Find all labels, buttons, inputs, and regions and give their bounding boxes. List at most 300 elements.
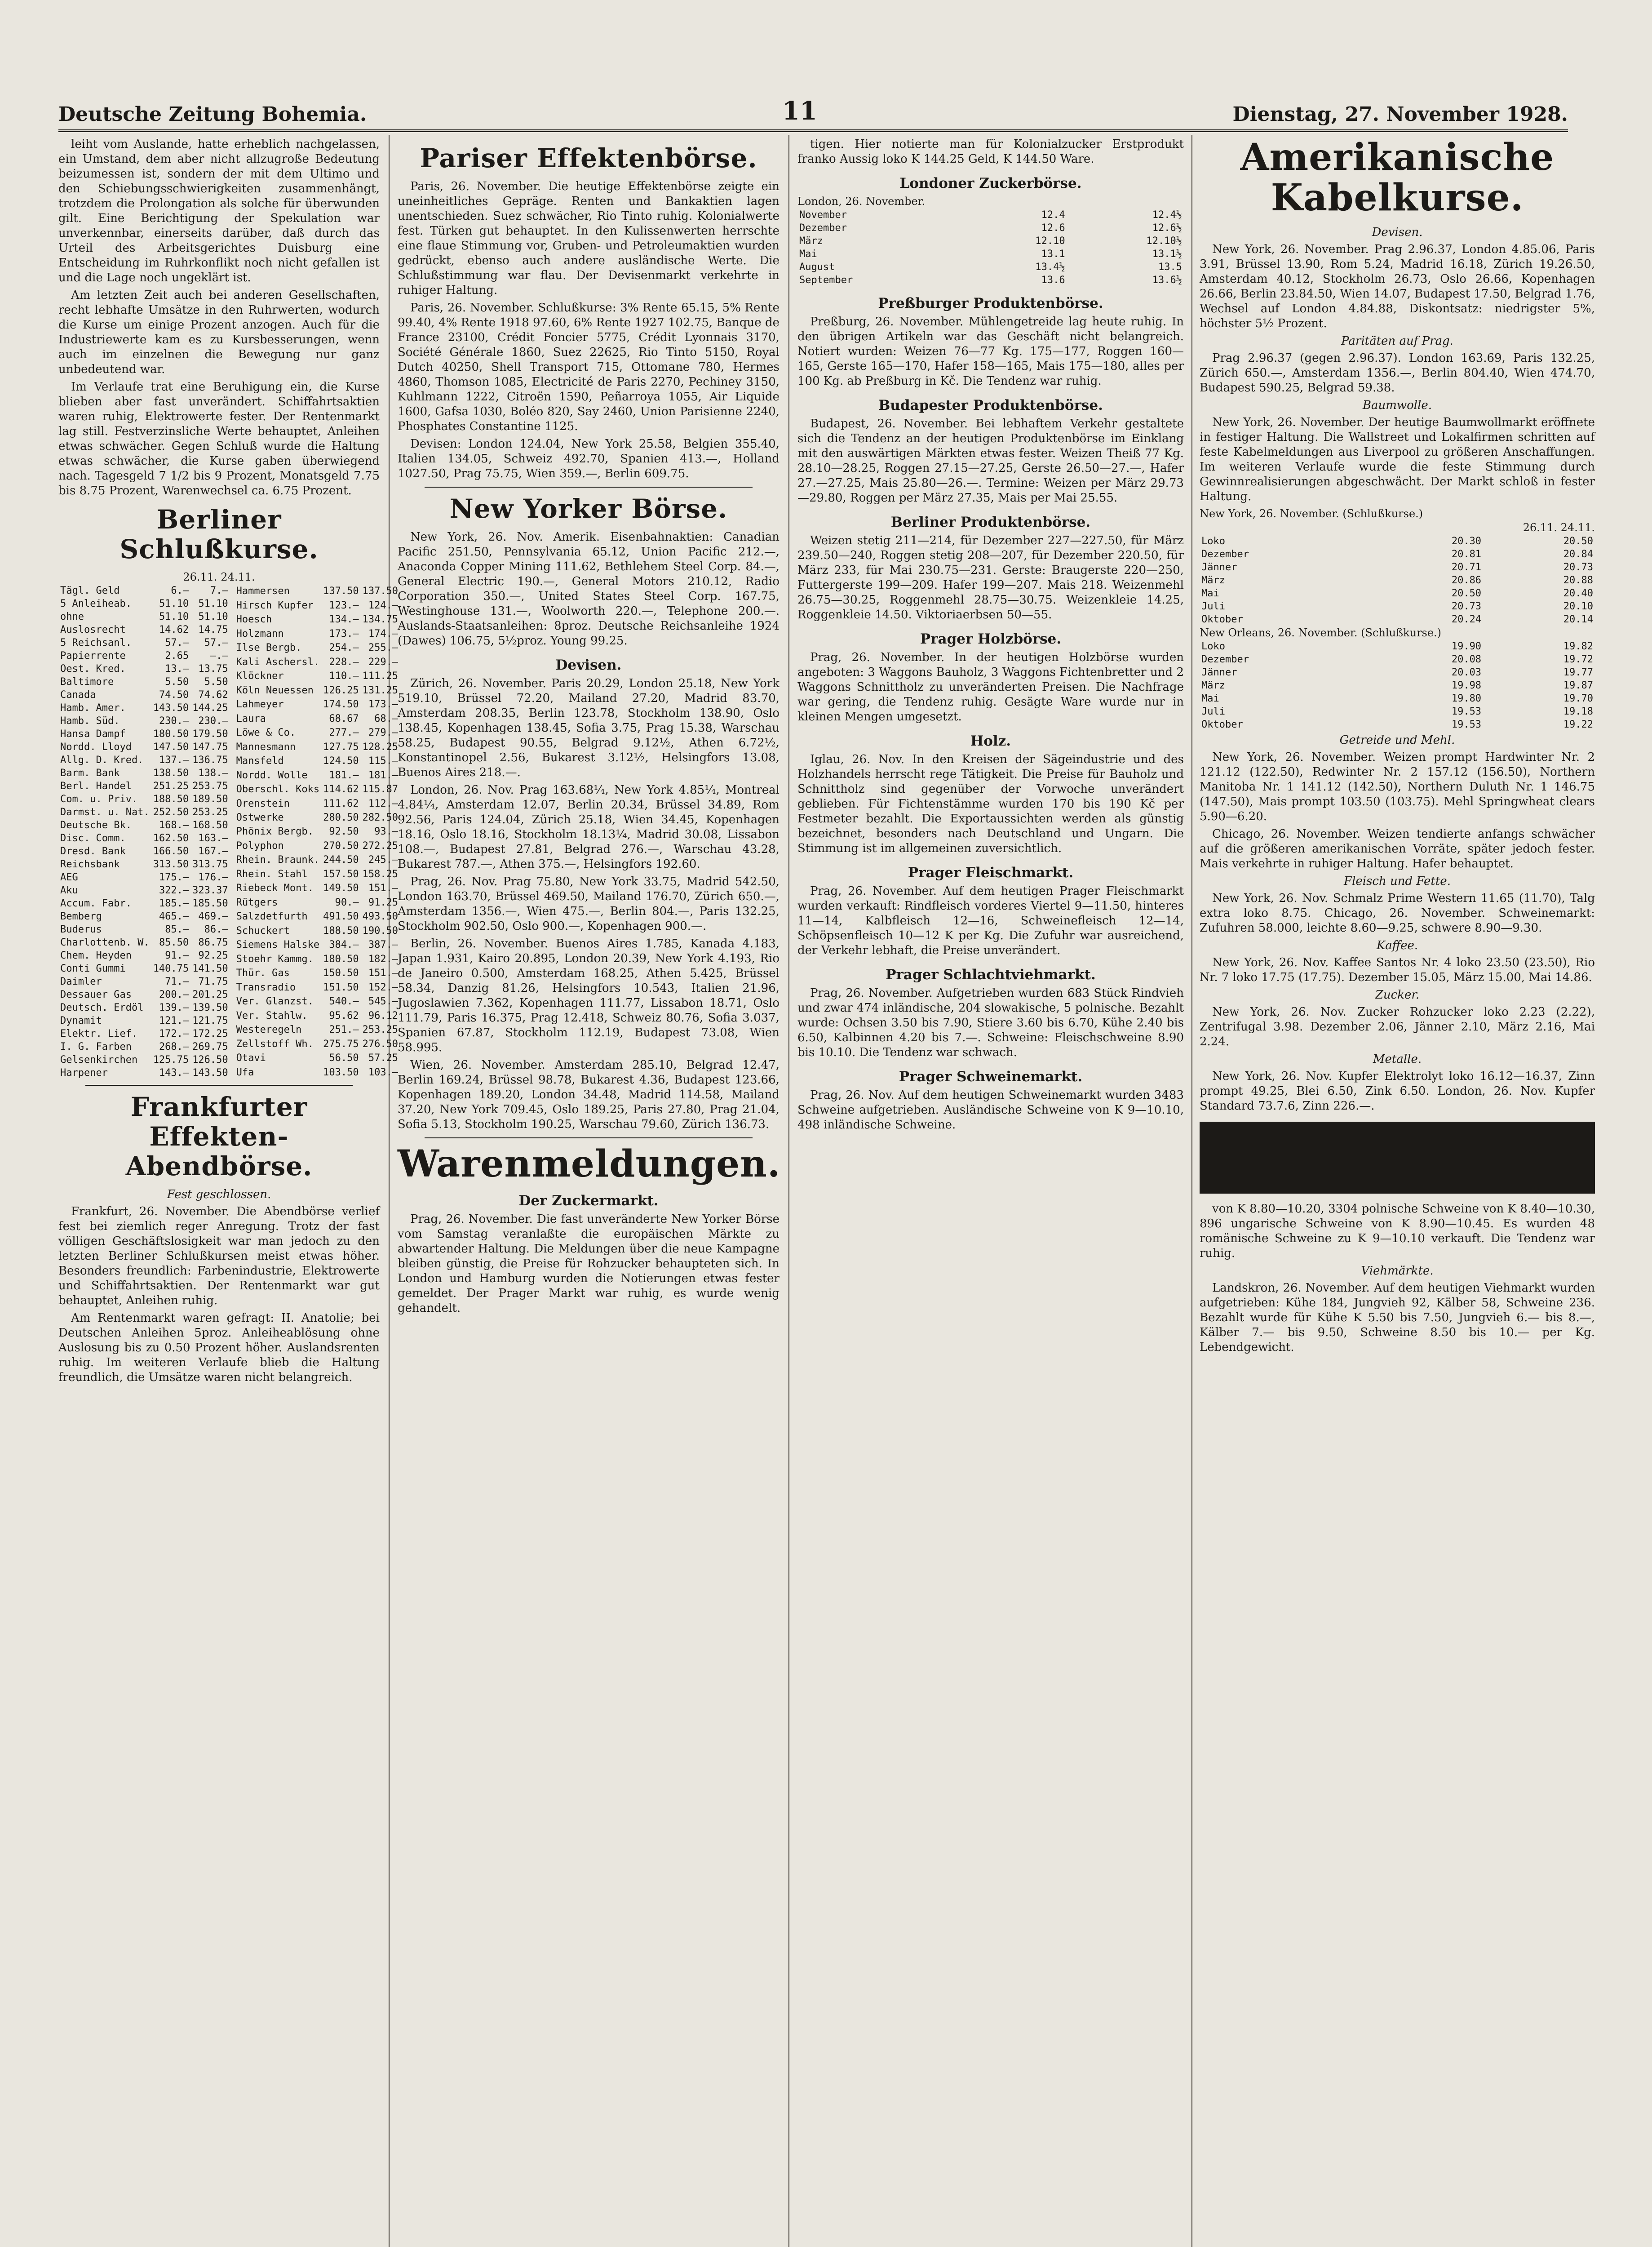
row-value: 323.37: [192, 885, 228, 896]
article-paragraph: Frankfurt, 26. November. Die Abendbörse verlief fest bei ziemlich reger Anregung. Trotz der fast völligen Geschäftslosigkeit war man jedoch zu den letzten Berliner Schlußkursen meist etwas höher. Besonders freundlich: Farbenindustrie, Elektrowerte und Schiffahrtsaktien. Der Rentenmarkt war gut behauptet, Anleihen ruhig.: [58, 1205, 380, 1307]
row-label: Lahmeyer: [236, 699, 284, 711]
quote-table: [235, 584, 400, 1079]
row-value: 110.—: [329, 671, 359, 682]
table-row: [58, 1014, 230, 1027]
article-paragraph: Im Verlaufe trat eine Beruhigung ein, die Kurse blieben aber fast unverändert. Schiffahrtsaktien waren ruhig, Elektrowerte fester. Der Rentenmarkt lag still. Festverzinsliche Werte behauptet, Anleihen etwas schwächer. Gegen Schluß wurde die Haltung etwas schwächer, die Kurse gaben überwiegend nach. Tagesgeld 7 1/2 bis 9 Prozent, Monatsgeld 7.75 bis 8.75 Prozent, Warenwechsel ca. 6.75 Prozent.: [58, 380, 380, 497]
row-value: 123.—: [329, 599, 359, 611]
section-subheading: Holz.: [970, 733, 1011, 749]
table-row: [235, 867, 400, 881]
table-row: [235, 1051, 400, 1065]
row-label: Papierrente: [60, 650, 126, 662]
row-value: 126.50: [192, 1054, 228, 1066]
row-value: 251.—: [329, 1024, 359, 1036]
article-paragraph: Chicago, 26. November. Weizen tendierte anfangs schwächer auf die größeren amerikanischen Vorräte, später jedoch fester. Mais verkehrte in ruhiger Haltung. Hafer behauptet.: [1200, 827, 1595, 870]
table-row: [235, 726, 400, 740]
table-row: [58, 780, 230, 793]
row-value: 181.—: [329, 769, 359, 781]
row-value: 143.—: [159, 1067, 189, 1079]
row-value: 137.—: [159, 755, 189, 766]
row-label: Oest. Kred.: [60, 663, 126, 675]
row-value: 168.50: [192, 820, 228, 831]
row-label: Otavi: [236, 1052, 266, 1064]
column-4: [1200, 137, 1595, 2247]
row-value: 174.—: [368, 628, 399, 639]
row-value: 137.50: [323, 586, 359, 597]
row-value: 313.50: [153, 859, 189, 870]
row-label: I. G. Farben: [60, 1041, 132, 1052]
row-label: Buderus: [60, 924, 102, 935]
divider: [425, 487, 753, 488]
article-paragraph: Prag, 26. November. In der heutigen Holzbörse wurden angeboten: 3 Waggons Bauholz, 3 Waggons Fichtenbretter und 2 Waggons Schnittholz zu unveränderten Preisen. Die Nachfrage war gering, die Tendenz ruhig. Gesägte Ware wurde nur in kleinen Mengen umgesetzt.: [797, 651, 1184, 724]
row-label: Juli: [1201, 706, 1225, 717]
row-label: Klöckner: [236, 671, 284, 682]
row-value: 167.—: [198, 846, 228, 857]
section-subheading: Prager Fleischmarkt.: [908, 865, 1074, 881]
section-heading: Amerikanische Kabelkurse.: [1240, 136, 1555, 219]
table-row: [1200, 705, 1595, 718]
article-paragraph: Devisen: London 124.04, New York 25.58, Belgien 355.40, Italien 134.05, Schweiz 492.70, Spanien 413.—, Holland 1027.50, Prag 75.75, Wien 359.—, Berlin 609.75.: [398, 437, 779, 480]
table-row: [1200, 640, 1595, 653]
row-label: Thür. Gas: [236, 968, 290, 979]
row-value: 57.—: [204, 637, 228, 648]
table-row: [235, 782, 400, 796]
column-rule: [1191, 135, 1192, 2247]
row-label: Aku: [60, 885, 78, 896]
table-row: [235, 825, 400, 839]
row-label: Ilse Bergb.: [236, 642, 302, 654]
section-subheading: Londoner Zuckerbörse.: [899, 175, 1082, 191]
row-value: 151.50: [323, 981, 359, 993]
section-subheading: Kaffee.: [1376, 939, 1418, 952]
article-paragraph: Paris, 26. November. Die heutige Effektenbörse zeigte ein uneinheitliches Gepräge. Renten und Bankaktien lagen unentschieden. Suez schwächer, Rio Tinto ruhig. Kolonialwerte fest. Türken gut behauptet. In den Kulissenwerten herrschte eine flaue Stimmung vor, Gruben- und Petroleumaktien wurden gedrückt, ebenso auch andere ausländische Werte. Die Schlußstimmung war flau. Der Devisenmarkt verkehrte in ruhiger Haltung.: [398, 180, 779, 297]
row-value: 13.5: [1158, 262, 1182, 273]
row-value: 384.—: [329, 939, 359, 951]
row-label: Bemberg: [60, 911, 102, 922]
section-subheading: Getreide und Mehl.: [1339, 733, 1455, 747]
row-value: 13.75: [198, 663, 228, 675]
row-value: 189.50: [192, 794, 228, 805]
table-row: [235, 924, 400, 938]
section-subheading: Viehmärkte.: [1361, 1264, 1434, 1278]
table-dates: 26.11. 24.11.: [183, 571, 255, 583]
row-value: 57.25: [368, 1052, 399, 1064]
row-value: 230.—: [198, 715, 228, 727]
table-row: [797, 248, 1184, 261]
row-value: 176.—: [198, 872, 228, 883]
row-value: 86.75: [198, 937, 228, 948]
table-row: [235, 952, 400, 966]
row-value: 126.25: [323, 684, 359, 696]
article-paragraph: tigen. Hier notierte man für Kolonialzucker Erstprodukt franko Aussig loko K 144.25 Geld, K 144.50 Ware.: [797, 138, 1184, 166]
table-row: [58, 884, 230, 897]
row-value: 251.25: [153, 781, 189, 792]
row-value: 20.50: [1451, 588, 1482, 599]
section-heading: Berliner Schlußkurse.: [120, 504, 319, 564]
table-row: [58, 923, 230, 936]
section-subheading: Prager Holzbörse.: [920, 631, 1062, 647]
table-row: [1200, 587, 1595, 600]
row-label: März: [1201, 680, 1225, 691]
masthead-title: Deutsche Zeitung Bohemia.: [58, 103, 367, 126]
row-value: 143.50: [192, 1067, 228, 1079]
quote-table: [58, 584, 230, 1079]
row-value: 19.70: [1563, 693, 1593, 704]
row-value: 180.50: [153, 728, 189, 740]
row-value: 115.—: [368, 755, 399, 767]
row-value: 20.30: [1451, 536, 1482, 547]
row-label: Hamb. Süd.: [60, 715, 120, 727]
row-value: 115.87: [362, 784, 399, 795]
row-value: 91.25: [368, 897, 399, 908]
table-row: [235, 938, 400, 952]
quote-tables: [58, 584, 399, 1079]
row-value: 141.50: [192, 963, 228, 974]
row-label: Hirsch Kupfer: [236, 599, 314, 611]
row-value: 19.18: [1563, 706, 1593, 717]
row-value: 147.50: [153, 742, 189, 753]
row-label: Rütgers: [236, 897, 278, 908]
row-label: Köln Neuessen: [236, 684, 314, 696]
row-label: Jänner: [1201, 562, 1237, 573]
row-value: 158.25: [362, 868, 399, 880]
row-value: 19.82: [1563, 641, 1593, 652]
section-heading: Frankfurter Effekten-Abendbörse.: [125, 1092, 313, 1181]
article-paragraph: Prag, 26. Nov. Auf dem heutigen Schweinemarkt wurden 3483 Schweine aufgetrieben. Ausländische Schweine von K 9—10.10, 498 inländische Schweine.: [797, 1088, 1184, 1132]
row-label: Chem. Heyden: [60, 950, 132, 961]
row-label: Juli: [1201, 601, 1225, 612]
row-value: 19.22: [1563, 719, 1593, 730]
row-label: Harpener: [60, 1067, 108, 1079]
row-value: 20.88: [1563, 575, 1593, 586]
row-value: 20.71: [1451, 562, 1482, 573]
row-label: Ver. Stahlw.: [236, 1010, 308, 1021]
row-label: Hoesch: [236, 614, 272, 626]
row-label: Conti Gummi: [60, 963, 126, 974]
table-row: [797, 222, 1184, 235]
row-label: Ostwerke: [236, 812, 284, 823]
article-paragraph: Berlin, 26. November. Buenos Aires 1.785, Kanada 4.183, Japan 1.931, Kairo 20.895, London 20.39, New York 4.193, Rio de Janeiro 0.500, Amsterdam 168.25, Athen 5.425, Brüssel 58.34, Danzig 81.26, Helsingfors 10.543, Italien 21.96, Jugoslawien 7.362, Kopenhagen 111.77, Lissabon 18.71, Oslo 111.79, Paris 16.375, Prag 12.418, Schweiz 80.76, Sofia 3.037, Spanien 67.87, Stockholm 112.19, Budapest 73.08, Wien 58.995.: [398, 937, 779, 1054]
article-paragraph: Wien, 26. November. Amsterdam 285.10, Belgrad 12.47, Berlin 169.24, Brüssel 98.78, Bukarest 4.36, Budapest 123.66, Kopenhagen 189.20, London 34.48, Madrid 114.58, Mailand 37.20, New York 709.45, Oslo 189.25, Paris 27.80, Prag 21.04, Sofia 5.13, Stockholm 190.25, Warschau 79.60, Zürich 136.73.: [398, 1058, 779, 1131]
row-value: 270.50: [323, 840, 359, 852]
row-label: Dezember: [1201, 654, 1249, 665]
page-number: 11: [782, 96, 817, 126]
section-subheading: Berliner Produktenbörse.: [890, 514, 1091, 530]
row-value: 125.75: [153, 1054, 189, 1066]
row-value: 201.25: [192, 989, 228, 1000]
table-row: [58, 832, 230, 845]
row-value: 85.50: [159, 937, 189, 948]
table-row: [1200, 666, 1595, 679]
row-label: Elektr. Lief.: [60, 1028, 138, 1039]
row-value: 20.08: [1451, 654, 1482, 665]
row-label: Oberschl. Koks: [236, 784, 320, 795]
table-row: [58, 975, 230, 988]
row-label: AEG: [60, 872, 78, 883]
row-value: 322.—: [159, 885, 189, 896]
black-bar: [1200, 1122, 1595, 1194]
row-value: 252.50: [153, 807, 189, 818]
row-label: Phönix Bergb.: [236, 826, 314, 838]
row-value: 139.50: [192, 1002, 228, 1013]
row-value: 545.—: [368, 996, 399, 1008]
row-value: 181.—: [368, 769, 399, 781]
row-label: Mai: [799, 249, 817, 260]
divider: [85, 1085, 353, 1086]
row-label: Loko: [1201, 641, 1225, 652]
row-label: Mai: [1201, 693, 1219, 704]
article-paragraph: New York, 26. Nov. Zucker Rohzucker loko 2.23 (2.22), Zentrifugal 3.98. Dezember 2.06, Jänner 2.10, März 2.16, Mai 2.24.: [1200, 1005, 1595, 1048]
row-value: 157.50: [323, 868, 359, 880]
table-row: [58, 597, 230, 610]
row-value: 200.—: [159, 989, 189, 1000]
row-label: Transradio: [236, 981, 296, 993]
row-value: 20.84: [1563, 549, 1593, 560]
table-row: [58, 1001, 230, 1014]
table-row: [235, 910, 400, 924]
quote-table: [1200, 640, 1595, 731]
row-value: 139.—: [159, 1002, 189, 1013]
row-value: 185.—: [159, 898, 189, 909]
row-label: Hammersen: [236, 586, 290, 597]
row-value: 254.—: [329, 642, 359, 654]
column-2: [398, 137, 779, 2247]
row-value: 20.81: [1451, 549, 1482, 560]
table-row: [235, 1009, 400, 1023]
section-heading: Pariser Effektenbörse.: [420, 143, 757, 173]
table-row: [797, 261, 1184, 274]
row-value: 2.65: [165, 650, 189, 662]
row-label: Charlottenb. W.: [60, 937, 150, 948]
table-row: [58, 754, 230, 767]
row-value: 14.75: [198, 624, 228, 635]
row-value: 7.—: [210, 585, 228, 596]
row-value: 85.—: [165, 924, 189, 935]
row-value: 166.50: [153, 846, 189, 857]
article-paragraph: leiht vom Auslande, hatte erheblich nachgelassen, ein Umstand, dem aber nicht allzugroße Bedeutung beizumessen ist, sondern der mit dem Ultimo und den Schiebungsschwierigkeiten zusammenhängt, trotzdem die Prolongation als solche für überwunden gilt. Eine Berichtigung der Spekulation war unverkennbar, einerseits darüber, daß durch das Urteil des Arbeitsgerichtes Duisburg eine Entscheidung im Ruhrkonflikt noch nicht gefallen ist und die Lage noch ungeklärt ist.: [58, 138, 380, 284]
article-paragraph: von K 8.80—10.20, 3304 polnische Schweine von K 8.40—10.30, 896 ungarische Schweine von K 8.90—10.45. Es wurden 48 romänische Schweine zu K 9—10.10 verkauft. Die Tendenz war ruhig.: [1200, 1202, 1595, 1260]
row-label: Accum. Fabr.: [60, 898, 132, 909]
article-paragraph: New York, 26. November. Prag 2.96.37, London 4.85.06, Paris 3.91, Brüssel 13.90, Rom 5.24, Madrid 16.18, Zürich 19.26.50, Amsterdam 40.12, Stockholm 26.73, Oslo 26.66, Kopenhagen 26.66, Berlin 23.84.50, Wien 14.07, Budapest 17.50, Belgrad 1.76, Wechsel auf London 4.84.88, Diskontsatz: niedrigster 5%, höchster 5½ Prozent.: [1200, 243, 1595, 330]
row-label: Jänner: [1201, 667, 1237, 678]
row-value: 152.—: [368, 981, 399, 993]
row-value: 20.10: [1563, 601, 1593, 612]
row-label: Dresd. Bank: [60, 846, 126, 857]
table-row: [235, 839, 400, 853]
row-value: 124.50: [323, 755, 359, 767]
article-paragraph: New York, 26. November. Der heutige Baumwollmarkt eröffnete in festiger Haltung. Die Wallstreet und Lokalfirmen schritten auf feste Kabelmeldungen aus Liverpool zu größeren Anschaffungen. Im weiteren Verlaufe wurde die feste Stimmung durch Gewinnrealisierungen abgeschwächt. Der Markt schloß in fester Haltung.: [1200, 416, 1595, 503]
row-value: 143.50: [153, 702, 189, 714]
table-row: [58, 949, 230, 962]
row-value: 51.10: [198, 598, 228, 609]
row-value: 140.75: [153, 963, 189, 974]
row-value: 12.10½: [1146, 235, 1182, 247]
table-row: [235, 1023, 400, 1037]
row-value: 103.—: [368, 1066, 399, 1078]
row-value: 19.87: [1563, 680, 1593, 691]
row-value: 13.6: [1041, 275, 1065, 286]
table-row: [58, 897, 230, 910]
row-value: 74.50: [159, 689, 189, 701]
row-label: Riebeck Mont.: [236, 883, 314, 894]
row-value: 174.50: [323, 699, 359, 711]
row-value: 20.73: [1563, 562, 1593, 573]
row-value: 20.40: [1563, 588, 1593, 599]
table-row: [58, 1027, 230, 1040]
table-row: [235, 881, 400, 895]
divider: [425, 1137, 753, 1138]
table-row: [1200, 679, 1595, 692]
article-paragraph: Iglau, 26. Nov. In den Kreisen der Sägeindustrie und des Holzhandels herrscht rege Tätigkeit. Die Preise für Bauholz und Schnittholz sind gegenüber der Vorwoche unverändert geblieben. Für Fichtenstämme wurden 170 bis 190 Kč per Festmeter bezahlt. Die Exportaussichten werden als günstig bezeichnet, besonders nach Deutschland und Ungarn. Die Stimmung ist im allgemeinen zuversichtlich.: [797, 753, 1184, 855]
row-value: 173.—: [329, 628, 359, 639]
article-paragraph: New York, 26. Nov. Kaffee Santos Nr. 4 loko 23.50 (23.50), Rio Nr. 7 loko 17.75 (17.75). Dezember 15.05, März 15.00, Mai 14.86.: [1200, 956, 1595, 984]
row-value: 313.75: [192, 859, 228, 870]
table-row: [1200, 561, 1595, 574]
row-label: Zellstoff Wh.: [236, 1038, 314, 1050]
row-label: Deutsch. Erdöl: [60, 1002, 144, 1013]
table-row: [235, 768, 400, 782]
article-paragraph: Prag, 26. November. Auf dem heutigen Prager Fleischmarkt wurden verkauft: Rindfleisch vorderes Viertel 9—11.50, hinteres 11—14, Kalbfleisch 12—16, Schweinefleisch 12—14, Schöpsenfleisch 10—12 K per Kg. Die Zufuhr war ausreichend, der Verkehr lebhaft, die Preise unverändert.: [797, 884, 1184, 957]
table-row: [1200, 600, 1595, 613]
row-value: 144.25: [192, 702, 228, 714]
article-paragraph: New York, 26. Nov. Schmalz Prime Western 11.65 (11.70), Talg extra loko 8.75. Chicago, 26. November. Schweinemarkt: Zufuhren 58.000, leichte 8.60—9.25, schwere 8.90—9.30.: [1200, 892, 1595, 935]
row-label: Berl. Handel: [60, 781, 132, 792]
article-paragraph: Budapest, 26. November. Bei lebhaftem Verkehr gestaltete sich die Tendenz an der heutigen Produktenbörse im Einklang mit den auswärtigen Märkten etwas fester. Weizen Theiß 77 Kg. 28.10—28.25, Roggen 27.15—27.25, Gerste 26.50—27.—, Hafer 27.—27.25, Mais 25.80—26.—. Termine: Weizen per März 29.73—29.80, Roggen per März 27.35, Mais per Mai 25.55.: [797, 417, 1184, 505]
row-label: Dessauer Gas: [60, 989, 132, 1000]
row-label: Nordd. Lloyd: [60, 742, 132, 753]
row-value: 13.6½: [1152, 275, 1182, 286]
row-label: Hamb. Amer.: [60, 702, 126, 714]
row-value: 188.50: [323, 925, 359, 937]
masthead-date: Dienstag, 27. November 1928.: [1232, 103, 1568, 126]
row-value: 127.75: [323, 741, 359, 753]
row-label: März: [1201, 575, 1225, 586]
row-value: 68.—: [374, 713, 399, 724]
row-label: Canada: [60, 689, 96, 701]
row-value: 12.4½: [1152, 209, 1182, 221]
section-subheading: Devisen.: [555, 657, 622, 673]
row-label: Polyphon: [236, 840, 284, 852]
quote-table: [797, 209, 1184, 287]
table-row: [235, 697, 400, 711]
row-label: Barm. Bank: [60, 768, 120, 779]
row-value: 96.12: [368, 1010, 399, 1021]
row-label: Oktober: [1201, 614, 1243, 625]
section-subheading: Preßburger Produktenbörse.: [878, 295, 1103, 311]
row-label: Darmst. u. Nat.: [60, 807, 150, 818]
row-value: 275.75: [323, 1038, 359, 1050]
row-value: 90.—: [335, 897, 359, 908]
table-row: [235, 669, 400, 683]
row-label: Orenstein: [236, 798, 290, 809]
article-paragraph: New York, 26. Nov. Amerik. Eisenbahnaktien: Canadian Pacific 251.50, Pennsylvania 65.12, Union Pacific 212.—, Anaconda Copper Mining 111.62, Bethlehem Steel Corp. 84.—, General Electric 190.—, General Motors 210.12, Radio Corporation 350.—, United States Steel Corp. 167.75, Westinghouse 131.—, Woolworth 220.—, Telephone 200.—. Auslands-Staatsanleihen: 8proz. Deutsche Reichsanleihe 1924 (Dawes) 106.75, 5½proz. Young 99.25.: [398, 530, 779, 648]
table-row: [235, 683, 400, 697]
table-row: [58, 806, 230, 819]
row-value: 56.50: [329, 1052, 359, 1064]
table-caption: New Orleans, 26. November. (Schlußkurse.): [1200, 626, 1442, 639]
row-value: 253.25: [362, 1024, 399, 1036]
row-value: 20.24: [1451, 614, 1482, 625]
row-value: 136.75: [192, 755, 228, 766]
table-row: [1200, 574, 1595, 587]
row-value: 131.25: [362, 684, 399, 696]
section-heading: New Yorker Börse.: [449, 493, 728, 524]
table-row: [58, 858, 230, 871]
row-value: 12.4: [1041, 209, 1065, 221]
article-paragraph: Paris, 26. November. Schlußkurse: 3% Rente 65.15, 5% Rente 99.40, 4% Rente 1918 97.60, 6% Rente 1927 102.75, Banque de France 23100, Crédit Foncier 5775, Crédit Lyonnais 3170, Société Générale 1860, Suez 22625, Rio Tinto 5150, Royal Dutch 40250, Shell Transport 715, Ottomane 780, Hermes 4860, Thomson 1085, Electricité de Paris 2270, Pechiney 3150, Kuhlmann 1222, Citroën 1590, Peñarroya 1055, Air Liquide 1600, Gafsa 1030, Boléo 820, Say 2460, Union Parisienne 2240, Phosphates Constantine 1125.: [398, 301, 779, 433]
row-value: 172.—: [159, 1028, 189, 1039]
table-row: [1200, 692, 1595, 705]
row-value: 150.50: [323, 968, 359, 979]
row-value: 19.53: [1451, 719, 1482, 730]
row-label: Mannesmann: [236, 741, 296, 753]
row-label: Rhein. Braunk.: [236, 854, 320, 866]
section-subheading: Der Zuckermarkt.: [518, 1193, 659, 1209]
table-row: [235, 740, 400, 754]
column-3: [797, 137, 1184, 2247]
row-value: 112.—: [368, 798, 399, 809]
row-value: 282.50: [362, 812, 399, 823]
row-value: 19.98: [1451, 680, 1482, 691]
row-value: 14.62: [159, 624, 189, 635]
row-value: 86.—: [204, 924, 228, 935]
row-value: 124.—: [368, 599, 399, 611]
row-label: ohne: [60, 611, 84, 622]
article-paragraph: Preßburg, 26. November. Mühlengetreide lag heute ruhig. In den übrigen Artikeln war das Geschäft nicht belangreich. Notiert wurden: Weizen 76—77 Kg. 175—177, Roggen 160—165, Gerste 165—170, Hafer 158—165, Mais 175—180, alles per 100 Kg. ab Preßburg in Kč. Die Tendenz war ruhig.: [797, 315, 1184, 388]
row-value: 229.—: [368, 656, 399, 668]
table-row: [235, 1065, 400, 1079]
row-value: 134.75: [362, 614, 399, 626]
row-value: 13.1: [1041, 249, 1065, 260]
table-row: [235, 1037, 400, 1051]
row-value: 163.—: [198, 833, 228, 844]
section-subheading: Paritäten auf Prag.: [1341, 334, 1453, 348]
table-row: [1200, 653, 1595, 666]
row-label: Dezember: [1201, 549, 1249, 560]
row-label: Gelsenkirchen: [60, 1054, 138, 1066]
row-label: Daimler: [60, 976, 102, 987]
table-row: [235, 613, 400, 626]
row-value: 168.—: [159, 820, 189, 831]
row-label: Disc. Comm.: [60, 833, 126, 844]
row-value: 111.25: [362, 671, 399, 682]
row-label: 5 Anleiheab.: [60, 598, 132, 609]
row-label: Westeregeln: [236, 1024, 302, 1036]
row-value: 253.25: [192, 807, 228, 818]
row-value: 20.14: [1563, 614, 1593, 625]
row-value: 20.86: [1451, 575, 1482, 586]
row-label: August: [799, 262, 835, 273]
row-value: 175.—: [159, 872, 189, 883]
row-value: 179.50: [192, 728, 228, 740]
table-row: [1200, 548, 1595, 561]
table-row: [1200, 613, 1595, 626]
table-row: [58, 702, 230, 715]
row-label: Mansfeld: [236, 755, 284, 767]
row-value: 19.53: [1451, 706, 1482, 717]
table-row: [58, 767, 230, 780]
row-value: 151.—: [368, 883, 399, 894]
row-label: Stoehr Kammg.: [236, 953, 314, 965]
row-value: 12.6½: [1152, 222, 1182, 234]
table-row: [58, 662, 230, 675]
table-row: [58, 871, 230, 884]
table-row: [797, 209, 1184, 222]
row-value: 103.50: [323, 1066, 359, 1078]
table-dates: 26.11. 24.11.: [1523, 521, 1595, 534]
row-value: 57.—: [165, 637, 189, 648]
table-row: [235, 995, 400, 1008]
row-label: Mai: [1201, 588, 1219, 599]
